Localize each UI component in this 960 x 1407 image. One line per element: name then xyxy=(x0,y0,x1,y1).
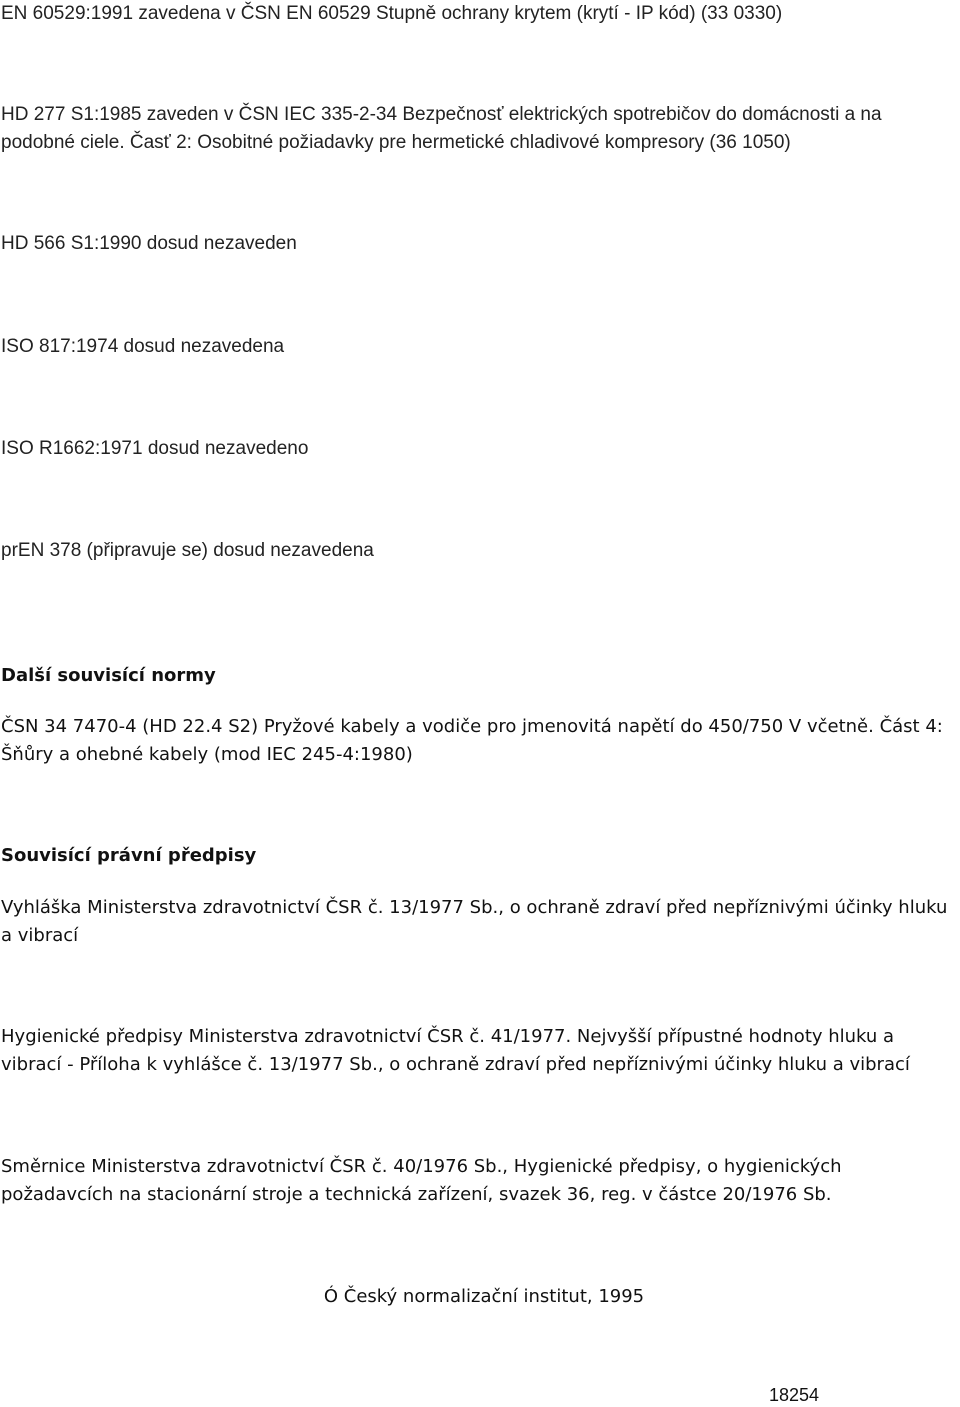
standard-entry: EN 60529:1991 zavedena v ČSN EN 60529 Stupně ochrany krytem (krytí - IP kód) (33 0330) xyxy=(1,3,783,24)
legal-regulation-entry: Vyhláška Ministerstva zdravotnictví ČSR č. 13/1977 Sb., o ochraně zdraví před nepříznivými účinky hluku a vibrací xyxy=(1,897,948,946)
legal-regulation-entry: Směrnice Ministerstva zdravotnictví ČSR č. 40/1976 Sb., Hygienické předpisy, o hygienických požadavcích na stacionární stroje a technická zařízení, svazek 36, reg. v částce 20/1976 Sb. xyxy=(1,1156,842,1205)
related-norms-heading: Další souvisící normy xyxy=(1,665,216,686)
standard-entry: prEN 378 (připravuje se) dosud nezavedena xyxy=(1,540,374,561)
standard-entry: ISO 817:1974 dosud nezavedena xyxy=(1,336,285,357)
page-number: 18254 xyxy=(769,1385,820,1405)
related-norm-entry: ČSN 34 7470-4 (HD 22.4 S2) Pryžové kabely a vodiče pro jmenovitá napětí do 450/750 V včetně. Část 4: Šňůry a ohebné kabely (mod IEC 245-4:1980) xyxy=(1,716,943,765)
standard-entry: HD 277 S1:1985 zaveden v ČSN IEC 335-2-34 Bezpečnosť elektrických spotrebičov do domácnosti a na podobné ciele. Časť 2: Osobitné požiadavky pre hermetické chladivové kompresory (36 1050) xyxy=(1,104,882,153)
standard-entry: ISO R1662:1971 dosud nezavedeno xyxy=(1,438,309,459)
copyright-notice: Ó Český normalizační institut, 1995 xyxy=(323,1286,645,1307)
standard-entry: HD 566 S1:1990 dosud nezaveden xyxy=(1,233,297,254)
legal-regulations-heading: Souvisící právní předpisy xyxy=(1,845,257,866)
legal-regulation-entry: Hygienické předpisy Ministerstva zdravotnictví ČSR č. 41/1977. Nejvyšší přípustné hodnoty hluku a vibrací - Příloha k vyhlášce č. 13/1977 Sb., o ochraně zdraví před nepříznivými účinky hluku a vibrací xyxy=(1,1026,910,1075)
